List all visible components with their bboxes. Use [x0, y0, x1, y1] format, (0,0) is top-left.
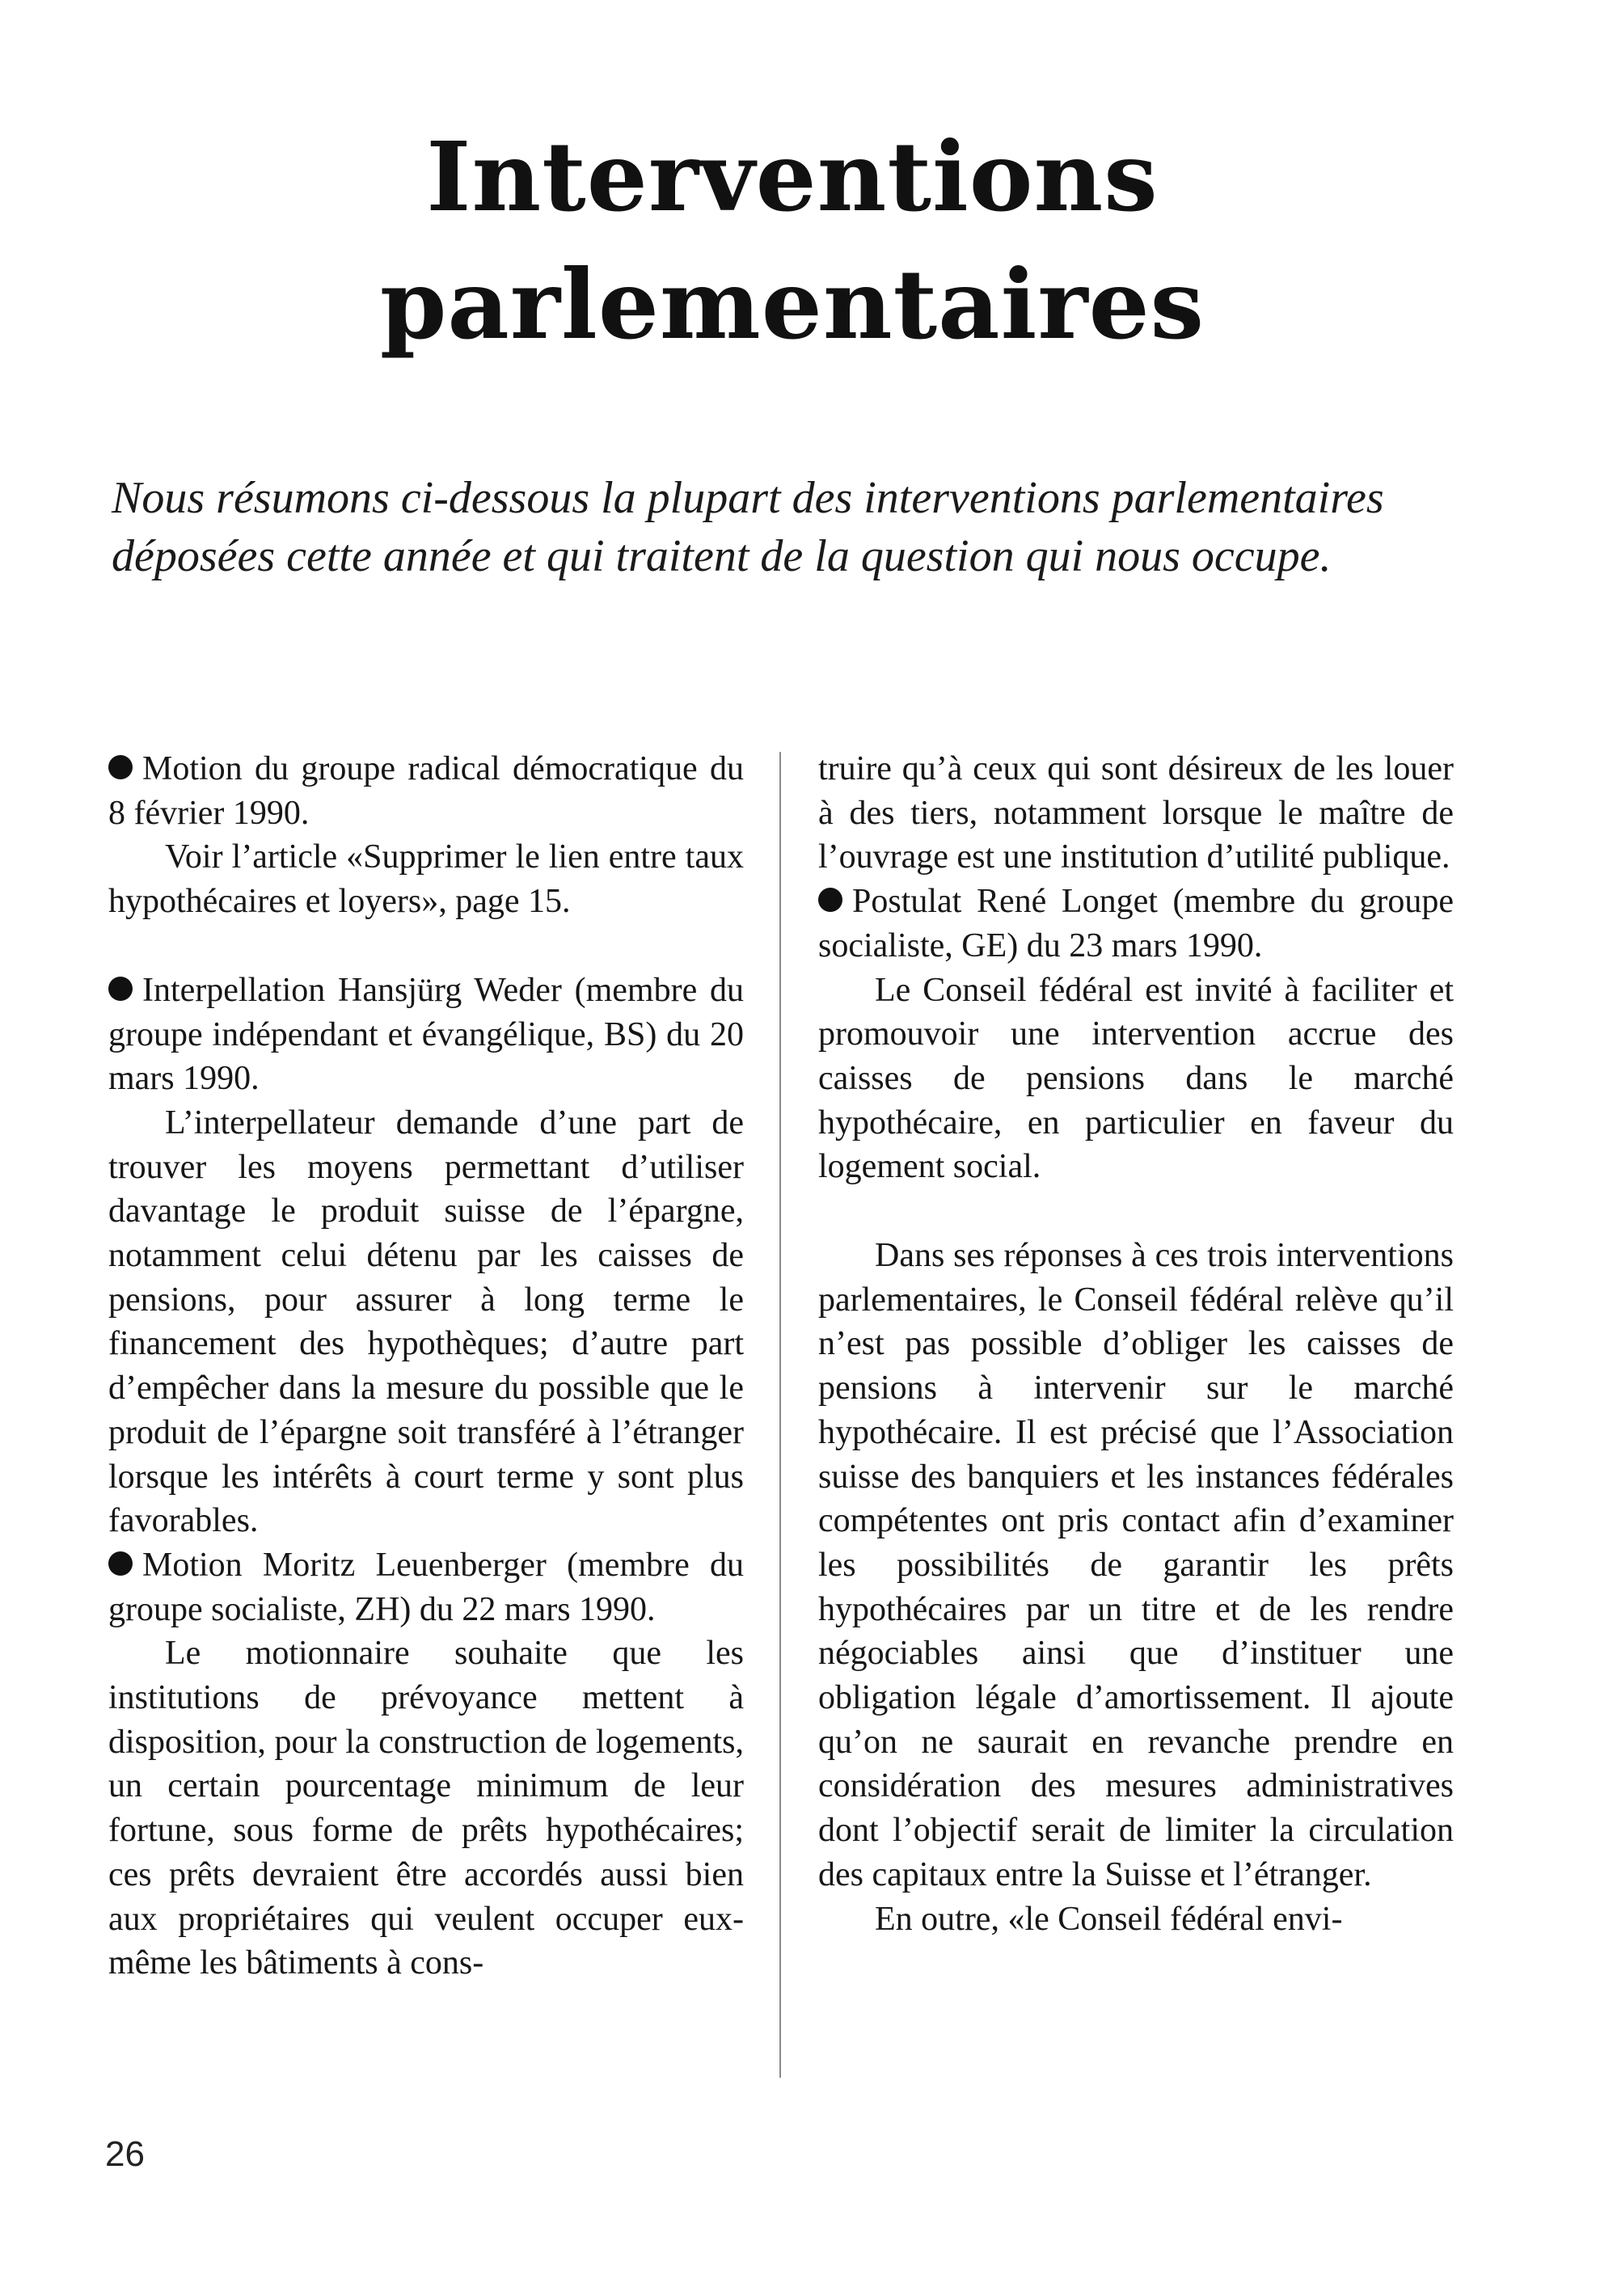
motion-body-continued-paragraph: truire qu’à ceux qui sont désireux de les louer à des tiers, notamment lorsque le maître de l’ouvrage est une institution d’utilité publique.	[818, 750, 1454, 876]
motion-radical-text: Motion du groupe radical démocratique du 8 février 1990.	[108, 750, 744, 832]
interpellation-weder-item	[108, 969, 744, 1101]
bullet-icon	[818, 888, 842, 912]
postulat-body-paragraph: Le Conseil fédéral est invité à faciliter et promouvoir une intervention accrue des caisses de pensions dans le marché hypothécaire, en particulier en faveur du logement social.	[818, 971, 1454, 1186]
page-title-line-2: parlementaires	[379, 248, 1205, 361]
column-divider	[779, 752, 781, 2078]
motion-radical-item	[108, 747, 744, 835]
postulat-longet-item	[818, 880, 1454, 968]
right-column	[818, 747, 1454, 1941]
page-number: 26	[105, 2134, 145, 2174]
motion-body-paragraph: Le motionnaire souhaite que les institutions de prévoyance mettent à disposition, pour la construction de logements, un certain pourcentage minimum de leur fortune, sous forme de prêts hypothécaires; ces prêts devraient être accordés aussi bien aux propriétaires qui veulent occuper eux-même les bâtiments à cons-	[108, 1635, 744, 1982]
page-title	[0, 113, 1585, 369]
federal-council-response-paragraph: Dans ses réponses à ces trois interventions parlementaires, le Conseil fédéral relève qu’il n’est pas possible d’obliger les caisses de pensions à intervenir sur le marché hypothécaire. Il est précisé que l’Association suisse des banquiers et les instances fédérales compétentes ont pris contact afin d’examiner les possibilités de garantir les prêts hypothécaires par un titre et de les rendre négociables ainsi que d’instituer une obligation légale d’amortissement. Il ajoute qu’on ne saurait en revanche prendre en considération des mesures administratives dont l’objectif serait de limiter la circulation des capitaux entre la Suisse et l’étranger.	[818, 1237, 1454, 1893]
bullet-icon	[108, 977, 133, 1001]
motion-leuenberger-text: Motion Moritz Leuenberger (membre du groupe socialiste, ZH) du 22 mars 1990.	[108, 1546, 744, 1628]
continuation-paragraph: En outre, «le Conseil fédéral envi-	[875, 1900, 1343, 1938]
motion-leuenberger-item	[108, 1543, 744, 1631]
article-reference-paragraph: Voir l’article «Supprimer le lien entre taux hypothécaires et loyers», page 15.	[108, 838, 744, 921]
intro-paragraph: Nous résumons ci-dessous la plupart des interventions parlementaires déposées cette année et qui traitent de la question qui nous occupe.	[112, 473, 1384, 581]
postulat-longet-text: Postulat René Longet (membre du groupe socialiste, GE) du 23 mars 1990.	[818, 883, 1454, 964]
page-title-line-1: Interventions	[426, 120, 1159, 233]
bullet-icon	[108, 1551, 133, 1576]
interpellation-body-paragraph: L’interpellateur demande d’une part de trouver les moyens permettant d’utiliser davantage le produit suisse de l’épargne, notamment celui détenu par les caisses de pensions, pour assurer à long terme le financement des hypothèques; d’autre part d’empêcher dans la mesure du possible que le produit de l’épargne soit transféré à l’étranger lorsque les intérêts à court terme y sont plus favorables.	[108, 1104, 744, 1540]
left-column	[108, 747, 744, 1986]
interpellation-weder-text: Interpellation Hansjürg Weder (membre du groupe indépendant et évangélique, BS) du 20 mars 1990.	[108, 971, 744, 1098]
bullet-icon	[108, 755, 133, 779]
